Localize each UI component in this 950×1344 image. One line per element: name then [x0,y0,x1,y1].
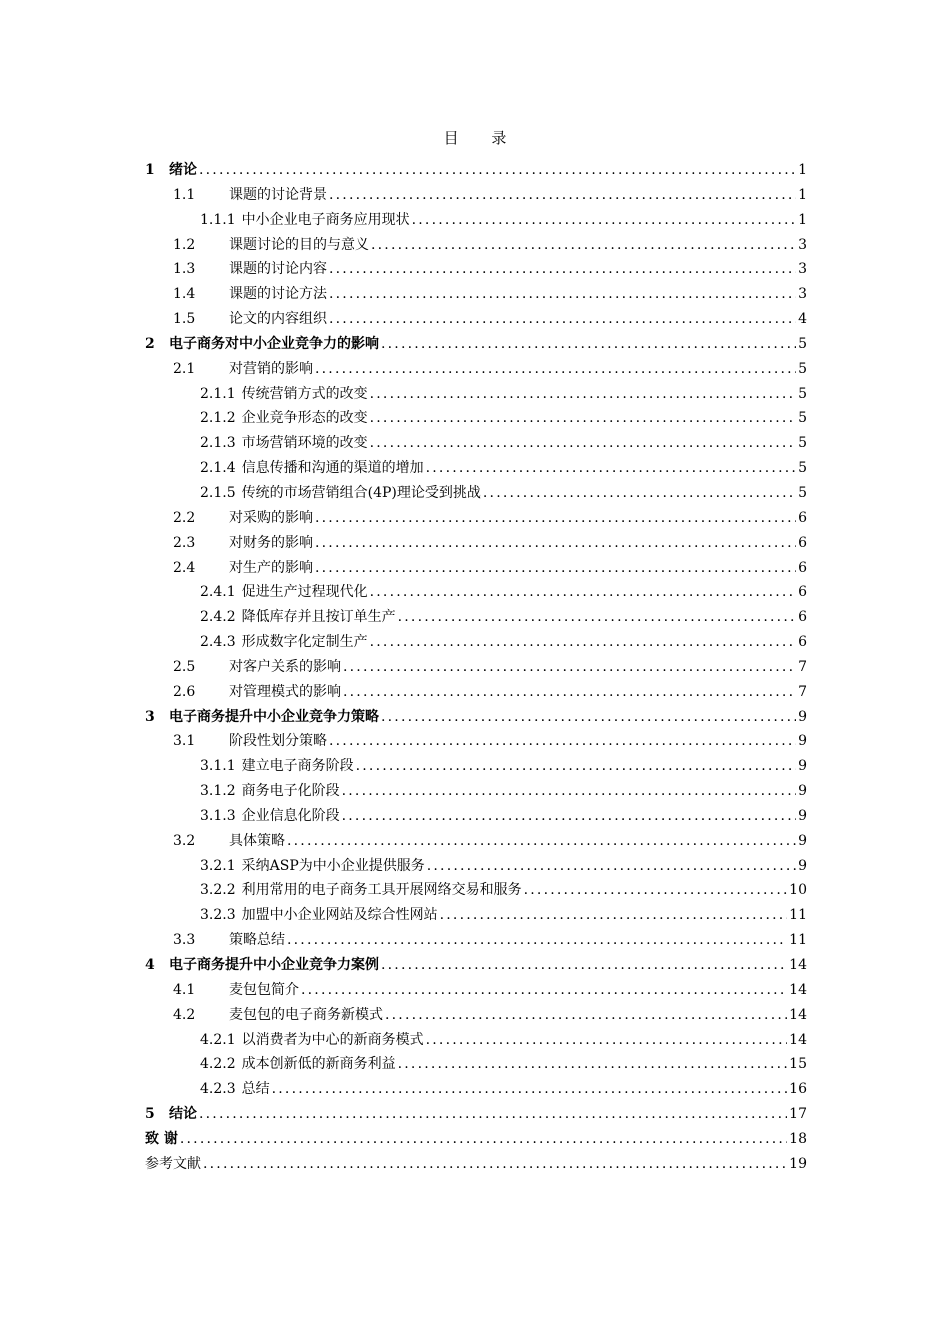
toc-entry-number: 3.1.3 [200,807,236,824]
toc-entry-title: 信息传播和沟通的渠道的增加 [241,460,424,477]
toc-entry-title: 电子商务提升中小企业竞争力案例 [169,957,379,973]
toc-entry-page-number: 9 [798,807,807,824]
toc-entry-title: 形成数字化定制生产 [241,634,368,651]
toc-entry-number: 4.2 [173,1006,196,1023]
toc-entry[interactable] [145,630,807,655]
toc-entry-page-number: 5 [798,335,807,352]
toc-entry-title: 传统的市场营销组合(4P)理论受到挑战 [241,484,481,501]
dot-leader [426,456,796,481]
toc-entry-page-number: 9 [798,708,807,725]
toc-entry-page-number: 11 [789,932,807,949]
toc-entry[interactable] [145,605,807,630]
table-of-contents [145,158,807,1177]
dot-leader [315,506,796,531]
dot-leader [398,1052,788,1077]
toc-entry-title: 成本创新低的新商务利益 [241,1056,396,1073]
toc-entry-page-number: 5 [798,360,807,377]
toc-entry[interactable] [145,655,807,680]
toc-entry-title: 结论 [169,1106,197,1123]
toc-entry-title: 参考文献 [145,1155,201,1172]
toc-entry-page-number: 5 [798,410,807,427]
toc-entry-page-number: 5 [798,385,807,402]
toc-entry[interactable] [145,257,807,282]
toc-entry-number: 1.1 [173,186,196,203]
toc-entry-page-number: 18 [789,1130,807,1147]
dot-leader [329,729,796,754]
toc-entry[interactable] [145,456,807,481]
toc-entry-title: 市场营销环境的改变 [241,435,368,452]
toc-entry-number: 4.2.3 [200,1081,236,1098]
toc-entry-page-number: 19 [789,1155,807,1172]
toc-entry-number: 1 [145,162,155,178]
toc-entry[interactable] [145,1152,807,1177]
toc-entry-page-number: 6 [798,509,807,526]
toc-entry-title: 阶段性划分策略 [229,733,327,750]
toc-entry-title: 对财务的影响 [229,534,313,551]
dot-leader [329,307,796,332]
dot-leader [371,233,796,258]
dot-leader [315,531,796,556]
toc-entry-number: 3 [145,708,155,725]
dot-leader [381,332,796,357]
toc-entry-title: 具体策略 [229,832,285,849]
toc-entry-number: 2.1.2 [200,410,236,427]
toc-entry-number: 2 [145,335,155,352]
dot-leader [356,754,796,779]
dot-leader [370,630,796,655]
toc-entry[interactable] [145,829,807,854]
toc-entry-title: 致 谢 [145,1130,178,1147]
toc-entry[interactable] [145,282,807,307]
toc-entry-title: 对采购的影响 [229,509,313,526]
toc-entry[interactable] [145,729,807,754]
toc-entry[interactable] [145,1102,807,1127]
toc-entry-title: 促进生产过程现代化 [241,584,368,601]
dot-leader [440,903,788,928]
toc-entry-title: 采纳ASP为中小企业提供服务 [241,857,425,874]
toc-entry-number: 1.4 [173,286,196,303]
toc-entry[interactable] [145,506,807,531]
toc-entry-page-number: 1 [798,162,807,178]
toc-entry-title: 企业竞争形态的改变 [241,410,368,427]
dot-leader [370,406,796,431]
toc-entry-number: 2.1.4 [200,460,236,477]
toc-entry[interactable] [145,978,807,1003]
dot-leader [287,829,796,854]
toc-entry-number: 1.2 [173,236,196,253]
toc-entry-title: 商务电子化阶段 [241,783,340,800]
toc-entry[interactable] [145,953,807,978]
dot-leader [343,680,796,705]
toc-entry-number: 2.1.5 [200,484,236,501]
toc-entry-title: 加盟中小企业网站及综合性网站 [241,907,438,924]
toc-entry-page-number: 6 [798,609,807,626]
toc-entry[interactable] [145,804,807,829]
toc-entry-page-number: 14 [789,981,807,998]
toc-entry-number: 2.2 [173,509,196,526]
toc-entry-title: 总结 [241,1081,270,1098]
dot-leader [203,1152,787,1177]
toc-entry[interactable] [145,357,807,382]
toc-entry-page-number: 16 [789,1081,807,1098]
toc-entry-page-number: 3 [798,261,807,278]
toc-entry[interactable] [145,332,807,357]
toc-entry[interactable] [145,431,807,456]
dot-leader [329,257,796,282]
toc-entry-number: 2.1 [173,360,196,377]
toc-entry-page-number: 9 [798,783,807,800]
dot-leader [385,1003,787,1028]
dot-leader [398,605,796,630]
toc-entry[interactable] [145,680,807,705]
toc-entry[interactable] [145,878,807,903]
toc-entry-page-number: 7 [798,658,807,675]
toc-entry-number: 1.1.1 [200,211,236,228]
toc-entry[interactable] [145,1003,807,1028]
toc-entry-title: 课题讨论的目的与意义 [229,236,369,253]
toc-title: 目 录 [443,129,521,147]
toc-entry-number: 3.1.2 [200,783,236,800]
toc-entry-title: 建立电子商务阶段 [241,758,354,775]
dot-leader [370,431,796,456]
toc-entry-page-number: 5 [798,460,807,477]
toc-entry-number: 2.1.1 [200,385,236,402]
toc-entry-page-number: 3 [798,286,807,303]
toc-entry-page-number: 6 [798,534,807,551]
dot-leader [381,705,796,730]
toc-entry[interactable] [145,158,807,183]
toc-entry-title: 课题的讨论背景 [229,186,327,203]
toc-entry-title: 中小企业电子商务应用现状 [241,211,410,228]
dot-leader [180,1127,787,1152]
toc-entry[interactable] [145,580,807,605]
toc-entry[interactable] [145,382,807,407]
toc-entry-number: 2.4.2 [200,609,236,626]
toc-entry-page-number: 14 [789,1031,807,1048]
toc-entry-title: 对管理模式的影响 [229,683,341,700]
toc-entry-title: 论文的内容组织 [229,311,327,328]
dot-leader [301,978,787,1003]
toc-entry-number: 4 [145,957,155,973]
toc-entry-page-number: 5 [798,484,807,501]
dot-leader [412,208,796,233]
dot-leader [427,854,796,879]
toc-entry-page-number: 4 [798,311,807,328]
dot-leader [315,357,796,382]
toc-entry-title: 课题的讨论方法 [229,286,327,303]
toc-entry-title: 对营销的影响 [229,360,313,377]
toc-entry-title: 策略总结 [229,932,285,949]
toc-entry-number: 3.2 [173,832,196,849]
toc-entry-title: 课题的讨论内容 [229,261,327,278]
toc-entry-title: 电子商务提升中小企业竞争力策略 [169,708,379,725]
toc-entry-title: 传统营销方式的改变 [241,385,368,402]
toc-entry-page-number: 6 [798,584,807,601]
dot-leader [381,953,787,978]
toc-entry-number: 2.4.3 [200,634,236,651]
dot-leader [343,655,796,680]
toc-entry-page-number: 9 [798,758,807,775]
dot-leader [287,928,787,953]
toc-entry[interactable] [145,1052,807,1077]
dot-leader [329,282,796,307]
dot-leader [524,878,788,903]
dot-leader [370,382,796,407]
toc-entry-number: 1.3 [173,261,196,278]
dot-leader [272,1077,788,1102]
toc-entry-page-number: 5 [798,435,807,452]
dot-leader [342,779,796,804]
toc-entry-number: 2.4.1 [200,584,236,601]
toc-entry-page-number: 10 [789,882,807,899]
dot-leader [315,556,796,581]
toc-entry[interactable] [145,779,807,804]
dot-leader [199,1102,787,1127]
toc-entry-title: 对生产的影响 [229,559,313,576]
toc-entry[interactable] [145,556,807,581]
toc-entry[interactable] [145,1028,807,1053]
toc-entry-page-number: 9 [798,733,807,750]
toc-entry-number: 2.5 [173,658,196,675]
toc-entry-title: 麦包包简介 [229,981,299,998]
toc-entry-number: 2.3 [173,534,196,551]
dot-leader [329,183,796,208]
dot-leader [199,158,796,183]
toc-entry-title: 电子商务对中小企业竞争力的影响 [169,335,379,352]
toc-entry-number: 2.4 [173,559,196,576]
toc-entry[interactable] [145,406,807,431]
toc-entry-page-number: 6 [798,559,807,576]
toc-entry-number: 4.1 [173,981,196,998]
toc-entry-number: 3.3 [173,932,196,949]
toc-entry-page-number: 14 [789,957,807,973]
toc-entry[interactable] [145,705,807,730]
toc-entry[interactable] [145,903,807,928]
dot-leader [426,1028,788,1053]
toc-entry-number: 3.2.1 [200,857,236,874]
toc-entry[interactable] [145,183,807,208]
toc-entry-number: 2.1.3 [200,435,236,452]
toc-entry[interactable] [145,1127,807,1152]
toc-entry-number: 3.1.1 [200,758,236,775]
toc-entry-title: 麦包包的电子商务新模式 [229,1006,383,1023]
toc-entry[interactable] [145,233,807,258]
toc-entry-number: 3.1 [173,733,196,750]
toc-entry-page-number: 9 [798,857,807,874]
toc-entry[interactable] [145,307,807,332]
toc-entry-page-number: 3 [798,236,807,253]
toc-entry-page-number: 1 [798,211,807,228]
toc-entry-number: 3.2.3 [200,907,236,924]
dot-leader [483,481,796,506]
toc-entry[interactable] [145,1077,807,1102]
toc-entry-number: 1.5 [173,311,196,328]
toc-entry-page-number: 11 [789,907,807,924]
toc-entry-title: 企业信息化阶段 [241,807,340,824]
dot-leader [370,580,796,605]
toc-entry-number: 2.6 [173,683,196,700]
toc-entry-title: 对客户关系的影响 [229,658,341,675]
toc-entry-number: 3.2.2 [200,882,236,899]
toc-entry-title: 以消费者为中心的新商务模式 [241,1031,424,1048]
toc-entry-number: 4.2.1 [200,1031,236,1048]
toc-entry-title: 利用常用的电子商务工具开展网络交易和服务 [241,882,522,899]
toc-entry-page-number: 9 [798,832,807,849]
toc-entry-number: 5 [145,1106,155,1123]
toc-entry-page-number: 15 [789,1056,807,1073]
toc-entry[interactable] [145,754,807,779]
toc-entry-number: 4.2.2 [200,1056,236,1073]
toc-entry[interactable] [145,531,807,556]
toc-entry[interactable] [145,481,807,506]
toc-entry-page-number: 1 [798,186,807,203]
toc-entry[interactable] [145,208,807,233]
toc-entry-page-number: 17 [789,1106,807,1123]
toc-entry-page-number: 7 [798,683,807,700]
toc-entry-page-number: 6 [798,634,807,651]
toc-entry-title: 绪论 [169,162,197,178]
dot-leader [342,804,796,829]
toc-entry[interactable] [145,928,807,953]
toc-entry-page-number: 14 [789,1006,807,1023]
toc-entry[interactable] [145,854,807,879]
toc-entry-title: 降低库存并且按订单生产 [241,609,396,626]
